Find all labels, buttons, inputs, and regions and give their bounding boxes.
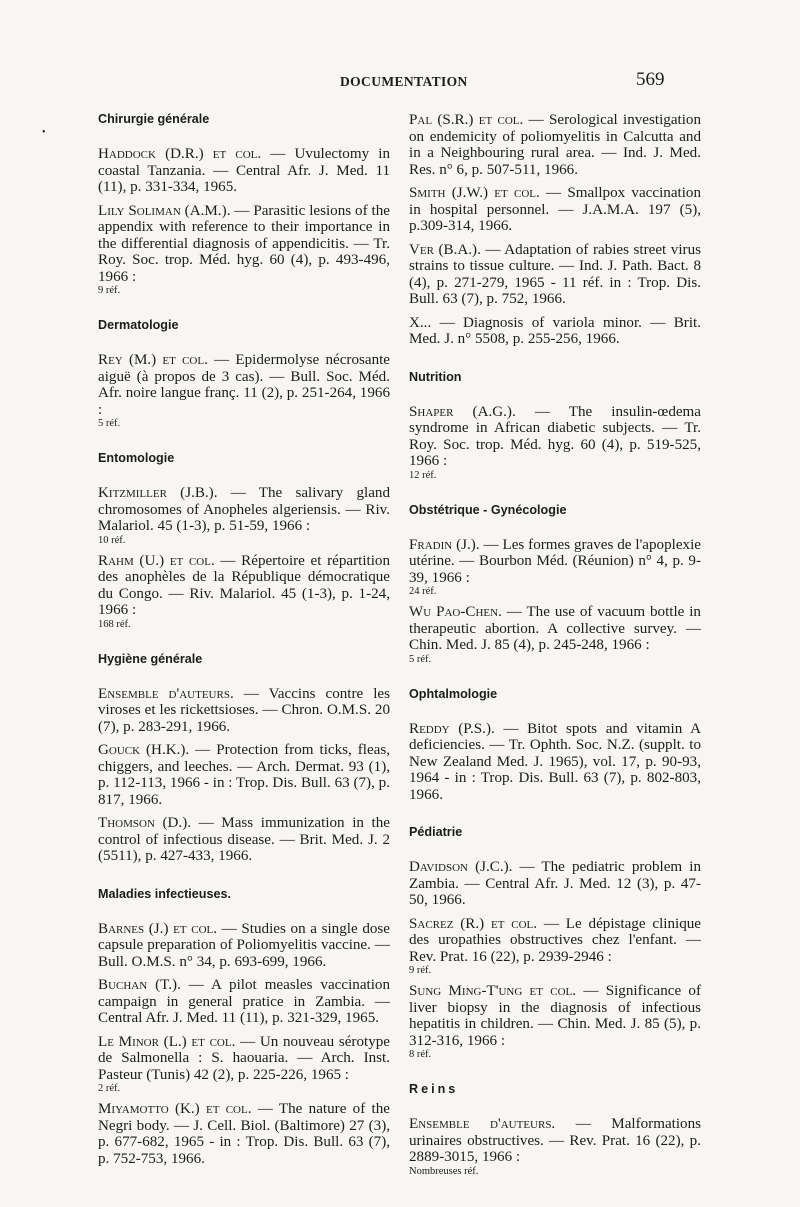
entry-reference-count: 9 réf. bbox=[409, 965, 432, 976]
bibliography-entry bbox=[409, 404, 701, 481]
bibliography-entry bbox=[98, 686, 390, 736]
entry-reference-count: Nombreuses réf. bbox=[409, 1165, 479, 1177]
entry-citation: — The insulin-œdema syndrome in African diabetic subjects. — Tr. Roy. Soc. trop. Méd. hyg. 60 (4), p. 519-525, 1966 : bbox=[409, 403, 701, 469]
section-heading: Nutrition bbox=[409, 369, 462, 384]
entry-citation: — Parasitic lesions of the appendix with reference to their importance in the differential diagnosis of appendicitis. — Tr. Roy. Soc. trop. Méd. hyg. 60 (4), p. 493-496, 1966 : bbox=[98, 202, 390, 285]
entry-citation: — Malformations urinaires obstructives. — Rev. Prat. 16 (22), p. 2889-3015, 1966 : bbox=[409, 1116, 701, 1165]
section bbox=[409, 687, 701, 804]
entry-citation: — Répertoire et répartition des anophèles de la République démocratique du Congo. — Riv. Malariol. 45 (1-3), p. 1-24, 1966 : bbox=[98, 552, 390, 618]
section bbox=[98, 318, 390, 429]
section bbox=[409, 370, 701, 481]
entry-author: Gouck (H.K.). bbox=[98, 742, 190, 758]
entry-citation: — The use of vacuum bottle in therapeutic abortion. A collective survey. — Chin. Med. J. 85 (4), p. 245-248, 1966 : bbox=[409, 604, 701, 653]
bibliography-entry bbox=[409, 859, 701, 909]
entry-author: Sung Ming-T'ung et col. bbox=[409, 983, 577, 999]
entry-reference-count: 10 réf. bbox=[98, 534, 126, 546]
entry-author: Miyamotto (K.) et col. bbox=[98, 1101, 252, 1117]
section bbox=[409, 503, 701, 665]
bibliography-entry bbox=[98, 1101, 390, 1167]
entry-author: Shaper (A.G.). bbox=[409, 403, 516, 420]
section-heading: Hygiène générale bbox=[98, 651, 203, 666]
bibliography-entry bbox=[409, 604, 701, 665]
entry-citation: — Bitot spots and vitamin A deficiencies. — Tr. Ophth. Soc. N.Z. (supplt. to New Zealand Med. J. 1965), vol. 17, p. 90-93, 1964 - in : Trop. Dis. Bull. 63 (7), p. 802-803, 1966. bbox=[409, 720, 701, 803]
entry-citation: — Diagnosis of variola minor. — Brit. Med. J. n° 5508, p. 255-256, 1966. bbox=[409, 314, 701, 347]
section bbox=[409, 825, 701, 1060]
section-heading: Pédiatrie bbox=[409, 825, 463, 839]
entry-author: Kitzmiller (J.B.). bbox=[98, 485, 218, 501]
entry-author: Ensemble d'auteurs. bbox=[409, 1116, 556, 1132]
entry-citation: — Significance of liver biopsy in the diagnosis of infectious hepatitis in children. — Chin. Med. J. 85 (5), p. 312-316, 1966 : bbox=[409, 983, 701, 1049]
entry-citation: — Studies on a single dose capsule preparation of Poliomyelitis vaccine. — Bull. O.M.S. n° 34, p. 693-699, 1966. bbox=[98, 920, 390, 970]
entry-reference-count: 12 réf. bbox=[409, 469, 437, 481]
section bbox=[98, 451, 390, 630]
bibliography-entry bbox=[98, 977, 390, 1027]
section-heading: Ophtalmologie bbox=[409, 686, 498, 701]
entry-author: Buchan (T.). bbox=[98, 977, 181, 993]
entry-citation: — The pediatric problem in Zambia. — Central Afr. J. Med. 12 (3), p. 47-50, 1966. bbox=[409, 859, 701, 908]
bibliography-entry bbox=[98, 1034, 390, 1095]
margin-bullet: • bbox=[42, 127, 46, 138]
entry-author: Rahm (U.) et col. bbox=[98, 552, 215, 569]
page-number: 569 bbox=[636, 69, 665, 90]
entry-reference-count: 5 réf. bbox=[98, 418, 121, 429]
bibliography-entry bbox=[98, 742, 390, 808]
page-header bbox=[0, 69, 800, 96]
entry-reference-count: 8 réf. bbox=[409, 1049, 432, 1060]
entry-author: Pal (S.R.) et col. bbox=[409, 112, 524, 128]
bibliography-entry bbox=[409, 916, 701, 977]
entry-reference-count: 24 réf. bbox=[409, 586, 437, 597]
section-heading: Obstétrique - Gynécologie bbox=[409, 502, 567, 517]
section-heading: Reins bbox=[409, 1082, 459, 1096]
section bbox=[98, 887, 390, 1168]
bibliography-entry bbox=[409, 315, 701, 348]
entry-author: Ensemble d'auteurs. bbox=[98, 685, 234, 702]
entry-reference-count: 168 réf. bbox=[98, 618, 131, 630]
bibliography-entry bbox=[409, 721, 701, 804]
section bbox=[98, 652, 390, 865]
section-heading: Chirurgie générale bbox=[98, 112, 210, 126]
right-column bbox=[409, 112, 701, 1199]
entry-author: X... bbox=[409, 314, 432, 331]
entry-author: Reddy (P.S.). bbox=[409, 720, 495, 737]
bibliography-entry bbox=[409, 112, 701, 178]
entry-author: Lily Soliman (A.M.). bbox=[98, 202, 231, 219]
entry-citation: — Smallpox vaccination in hospital personnel. — J.A.M.A. 197 (5), p.309-314, 1966. bbox=[409, 185, 701, 234]
entry-author: Barnes (J.) et col. bbox=[98, 920, 218, 937]
entry-author: Wu Pao-Chen. bbox=[409, 604, 502, 620]
entry-citation: — Mass immunization in the control of infectious disease. — Brit. Med. J. 2 (5511), p. 427-433, 1966. bbox=[98, 815, 390, 864]
entry-author: Davidson (J.C.). bbox=[409, 859, 513, 875]
bibliography-entry bbox=[98, 146, 390, 196]
section-heading: Maladies infectieuses. bbox=[98, 886, 231, 901]
bibliography-entry bbox=[98, 352, 390, 429]
entry-author: Le Minor (L.) et col. bbox=[98, 1033, 236, 1050]
bibliography-entry bbox=[98, 921, 390, 971]
entry-citation: — Epidermolyse nécrosante aiguë (à propos de 3 cas). — Bull. Soc. Méd. Afr. noire langue franç. 11 (2), p. 251-264, 1966 : bbox=[98, 352, 391, 418]
entry-author: Haddock (D.R.) et col. bbox=[98, 146, 262, 162]
entry-citation: — Le dépistage clinique des uropathies obstructives chez l'enfant. — Rev. Prat. 16 (22), p. 2939-2946 : bbox=[409, 915, 701, 965]
bibliography-entry bbox=[98, 203, 390, 297]
entry-author: Ver (B.A.). bbox=[409, 241, 481, 258]
entry-author: Smith (J.W.) et col. bbox=[409, 185, 540, 201]
entry-citation: — Adaptation of rabies street virus strains to tissue culture. — Ind. J. Path. Bact. 8 (4), p. 271-279, 1965 - 11 réf. in : Trop. Dis. Bull. 63 (7), p. 752, 1966. bbox=[409, 241, 701, 307]
section bbox=[98, 112, 390, 296]
section bbox=[409, 1082, 701, 1177]
entry-author: Rey (M.) et col. bbox=[98, 352, 208, 368]
bibliography-entry bbox=[98, 485, 390, 546]
bibliography-entry bbox=[409, 983, 701, 1060]
entry-citation: — Les formes graves de l'apoplexie utérine. — Bourbon Méd. (Réunion) n° 4, p. 9-39, 1966 : bbox=[409, 536, 701, 586]
entry-reference-count: 9 réf. bbox=[98, 285, 121, 296]
entry-reference-count: 2 réf. bbox=[98, 1083, 121, 1094]
bibliography-entry bbox=[409, 1116, 701, 1177]
bibliography-entry bbox=[409, 185, 701, 235]
entry-citation: — The nature of the Negri body. — J. Cell. Biol. (Baltimore) 27 (3), p. 677-682, 1965 - in : Trop. Dis. Bull. 63 (7), p. 752-753, 1966. bbox=[98, 1101, 390, 1167]
section-heading: Dermatologie bbox=[98, 318, 179, 332]
left-column bbox=[98, 112, 390, 1189]
entry-citation: — The salivary gland chromosomes of Anopheles algeriensis. — Riv. Malariol. 45 (1-3), p. 51-59, 1966 : bbox=[98, 485, 390, 534]
entry-citation: — Serological investigation on endemicity of poliomyelitis in Calcutta and in a Neighbouring rural area. — Ind. J. Med. Res. n° 6, p. 507-511, 1966. bbox=[409, 112, 701, 178]
entry-author: Thomson (D.). bbox=[98, 815, 191, 831]
entry-citation: — Un nouveau sérotype de Salmonella : S. haouaria. — Arch. Inst. Pasteur (Tunis) 42 (2), p. 225-226, 1965 : bbox=[98, 1033, 390, 1083]
bibliography-entry bbox=[98, 553, 390, 630]
entry-citation: — Protection from ticks, fleas, chiggers, and leeches. — Arch. Dermat. 93 (1), p. 112-113, 1966 - in : Trop. Dis. Bull. 63 (7), p. 817, 1966. bbox=[98, 742, 391, 808]
entry-citation: — Uvulectomy in coastal Tanzania. — Central Afr. J. Med. 11 (11), p. 331-334, 1965. bbox=[98, 146, 390, 195]
running-title: DOCUMENTATION bbox=[340, 74, 468, 89]
bibliography-entry bbox=[98, 815, 390, 865]
section bbox=[409, 112, 701, 348]
entry-citation: — A pilot measles vaccination campaign in general pratice in Zambia. — Central Afr. J. Med. 11 (11), p. 321-329, 1965. bbox=[98, 977, 390, 1026]
entry-reference-count: 5 réf. bbox=[409, 653, 432, 665]
entry-citation: — Vaccins contre les viroses et les rickettsioses. — Chron. O.M.S. 20 (7), p. 283-291, 1966. bbox=[98, 685, 390, 735]
bibliography-entry bbox=[409, 537, 701, 598]
section-heading: Entomologie bbox=[98, 451, 175, 465]
entry-author: Fradin (J.). bbox=[409, 536, 480, 553]
entry-author: Sacrez (R.) et col. bbox=[409, 915, 538, 932]
bibliography-entry bbox=[409, 242, 701, 308]
